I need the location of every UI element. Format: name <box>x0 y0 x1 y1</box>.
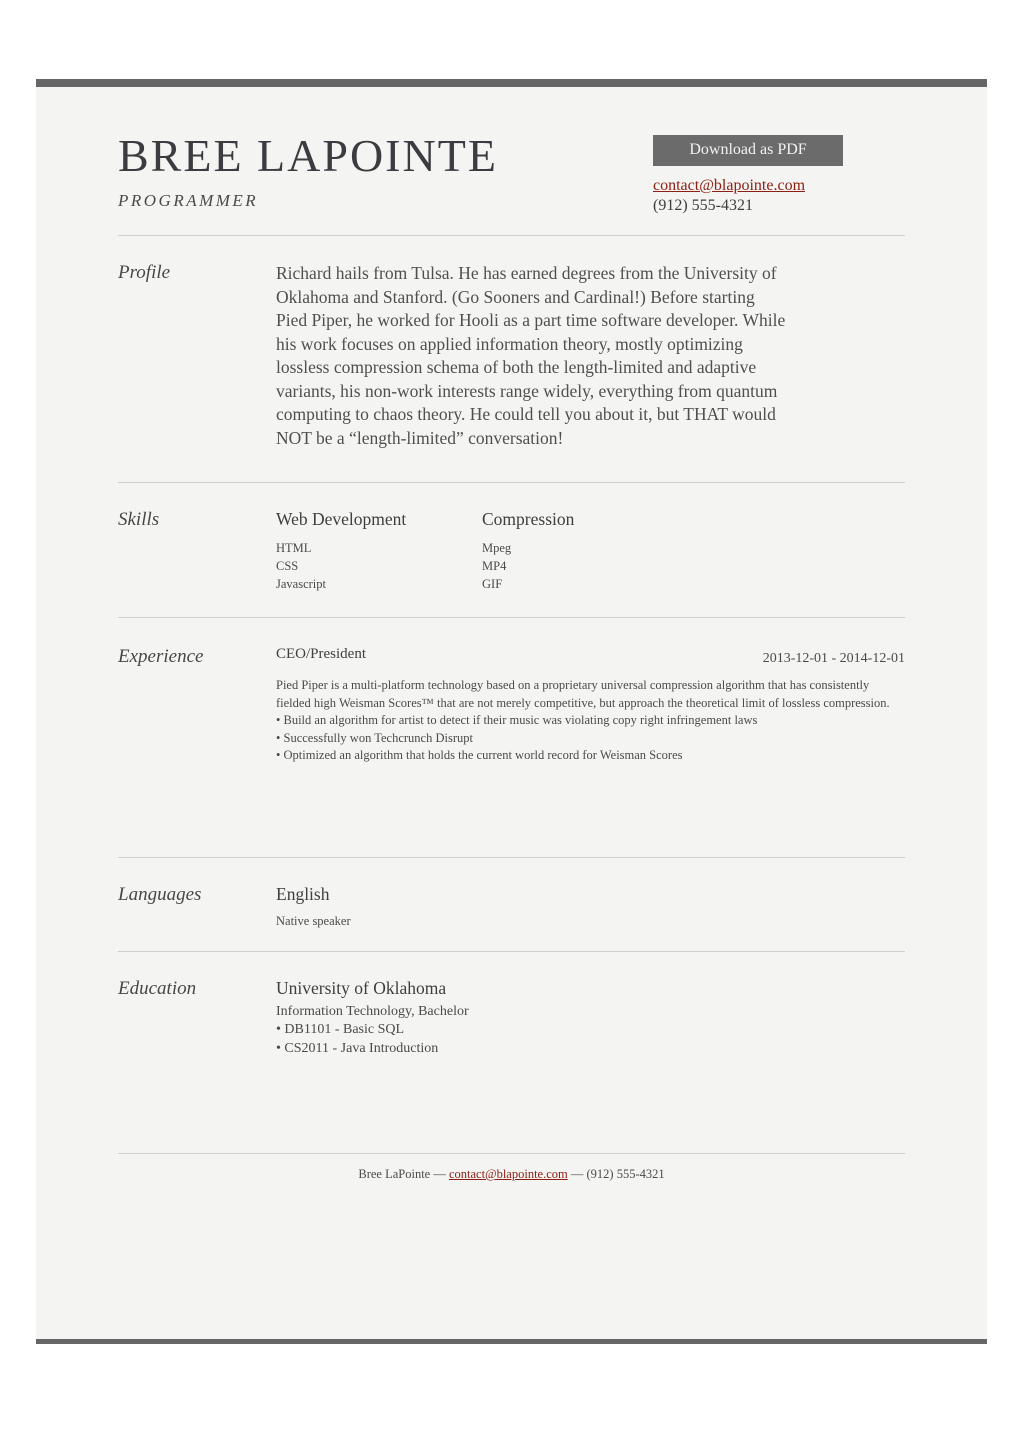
languages-content <box>276 884 905 929</box>
skill-group-name: Web Development <box>276 509 407 529</box>
skill-group-compression <box>482 509 684 593</box>
job-entry <box>276 646 905 765</box>
header-email-link[interactable]: contact@blapointe.com <box>653 177 806 194</box>
school-course: • CS2011 - Java Introduction <box>276 1040 439 1056</box>
language-level: Native speaker <box>276 913 351 928</box>
school-course: • DB1101 - Basic SQL <box>276 1022 405 1037</box>
contact-block <box>653 133 905 215</box>
education-content <box>276 978 905 1059</box>
resume-page <box>36 79 987 1344</box>
header-phone: (912) 555-4321 <box>653 197 753 214</box>
job-dates: 2013-12-01 - 2014-12-01 <box>762 651 905 666</box>
skill-group-name: Compression <box>482 509 575 529</box>
language-entry <box>276 884 905 929</box>
skill-item: Javascript <box>276 577 326 591</box>
skills-content <box>276 509 905 593</box>
job-bullet: • Successfully won Techcrunch Disrupt <box>276 730 473 745</box>
download-pdf-button[interactable]: Download as PDF <box>653 135 843 166</box>
skill-item: Mpeg <box>482 541 512 555</box>
skill-items <box>482 539 684 593</box>
skill-item: CSS <box>276 559 299 573</box>
footer-line <box>118 1167 905 1182</box>
section-education <box>118 952 905 1154</box>
profile-text: Richard hails from Tulsa. He has earned degrees from the University of Oklahoma and Stanford. (Go Sooners and Cardinal!) Before starting Pied Piper, he worked for Hooli as a part time software developer. While his work focuses on applied information theory, mostly optimizing lossless compression schema of both the length-limited and adaptive variants, his non-work interests range widely, everything from quantum computing to chaos theory. He could tell you about it, but THAT would NOT be a “length-limited” conversation! <box>276 263 786 448</box>
school-degree: Information Technology, Bachelor <box>276 1003 469 1019</box>
section-profile <box>118 236 905 482</box>
languages-label: Languages <box>118 883 202 905</box>
skill-item: MP4 <box>482 559 507 573</box>
section-languages <box>118 858 905 951</box>
section-skills <box>118 483 905 617</box>
footer-separator: — <box>570 1167 584 1181</box>
page-subtitle: PROGRAMMER <box>118 191 259 210</box>
job-bullet: • Build an algorithm for artist to detect if their music was violating copy right infringement laws <box>276 713 758 727</box>
footer-phone: (912) 555-4321 <box>586 1167 665 1181</box>
profile-label: Profile <box>118 262 171 283</box>
footer-separator: — <box>433 1167 446 1181</box>
skill-items <box>276 539 478 593</box>
job-description: Pied Piper is a multi-platform technology based on a proprietary universal compression algorithm that has consistently fielded high Weisman Scores™ that are not merely competitive, but approach the theoretical limit of lossless compression. <box>276 678 890 710</box>
school-name: University of Oklahoma <box>276 977 447 998</box>
header <box>118 87 905 235</box>
language-name: English <box>276 883 330 904</box>
footer-email-link[interactable]: contact@blapointe.com <box>448 1167 568 1181</box>
footer-divider <box>118 1153 905 1154</box>
job-title: CEO/President <box>276 646 366 662</box>
footer <box>118 1153 905 1270</box>
skills-label: Skills <box>118 509 160 530</box>
school-entry <box>276 978 905 1059</box>
skill-item: HTML <box>276 541 312 555</box>
section-experience <box>118 618 905 857</box>
identity-block <box>118 130 498 215</box>
skill-group-web-development <box>276 509 478 593</box>
experience-label: Experience <box>118 646 204 667</box>
skill-item: GIF <box>482 577 503 591</box>
job-bullet: • Optimized an algorithm that holds the current world record for Weisman Scores <box>276 748 683 762</box>
profile-content <box>276 262 905 450</box>
page-title: BREE LAPOINTE <box>118 130 498 181</box>
experience-content <box>276 646 905 765</box>
job-header <box>276 646 905 667</box>
footer-name: Bree LaPointe <box>358 1167 431 1181</box>
education-label: Education <box>118 977 197 999</box>
